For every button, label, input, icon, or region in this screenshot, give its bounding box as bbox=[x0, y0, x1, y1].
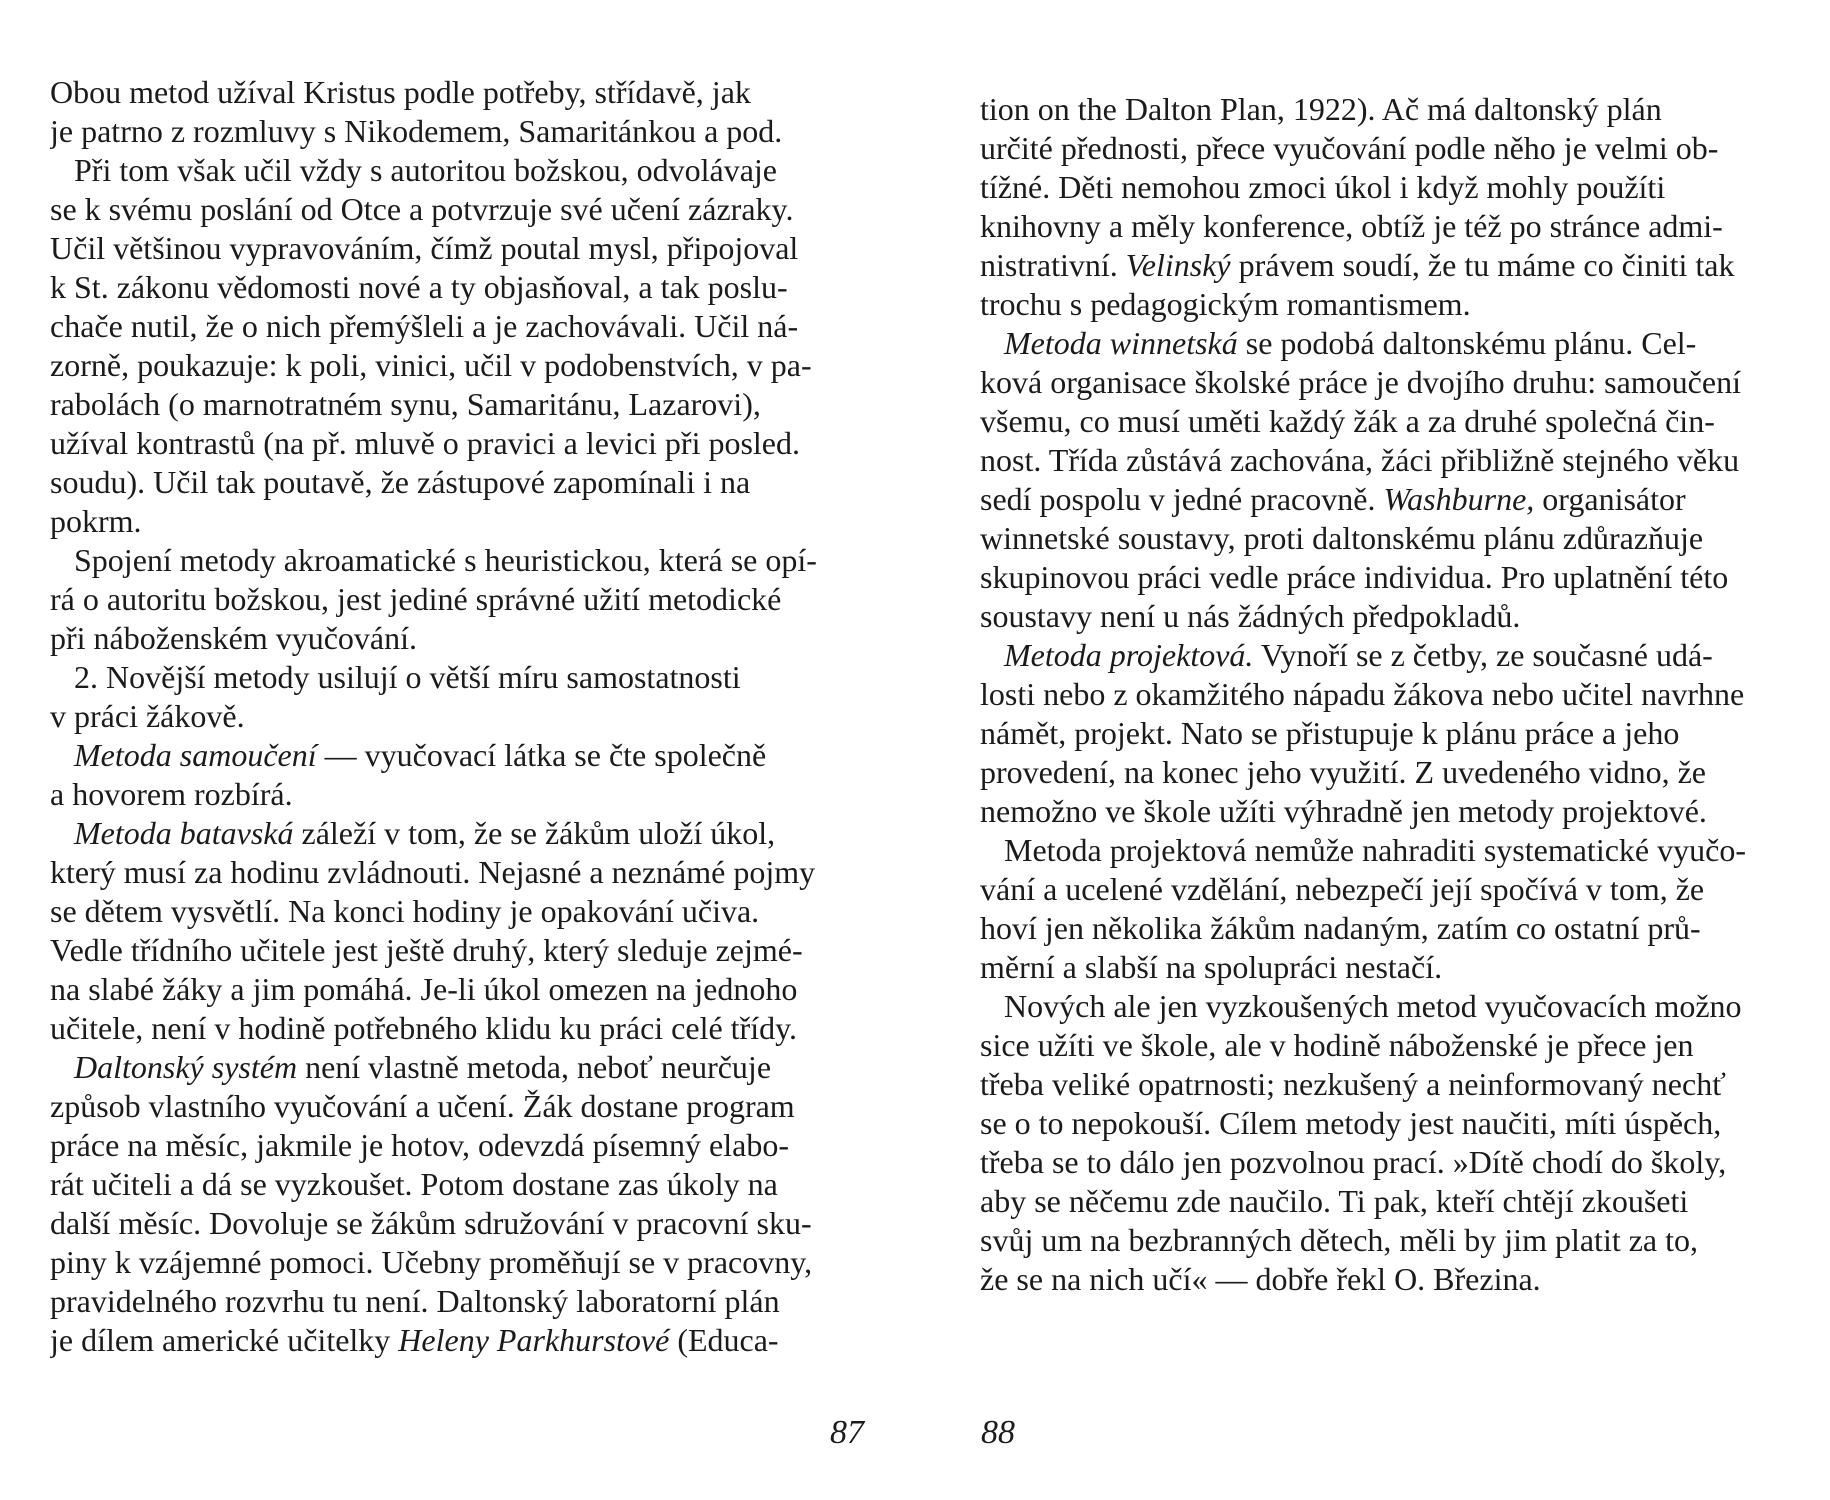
text-line bbox=[980, 480, 1790, 519]
text-line: práce na měsíc, jakmile je hotov, odevzdá písemný elabo- bbox=[50, 1127, 789, 1163]
text-line: měrní a slabší na spolupráci nestačí. bbox=[980, 949, 1443, 985]
text-line: losti nebo z okamžitého nápadu žákova nebo učitel navrhne bbox=[980, 676, 1745, 712]
text-line: určité přednosti, přece vyučování podle něho je velmi ob- bbox=[980, 130, 1719, 166]
text-line bbox=[50, 1048, 860, 1087]
text-span: záleží v tom, že se žákům uloží úkol, bbox=[293, 815, 776, 851]
text-line: tion on the Dalton Plan, 1922). Ač má daltonský plán bbox=[980, 91, 1662, 127]
text-line: Vedle třídního učitele jest ještě druhý, který sleduje zejmé- bbox=[50, 932, 803, 968]
page-number: 87 bbox=[830, 1414, 864, 1451]
text-line: pokrm. bbox=[50, 503, 142, 539]
text-span: není vlastně metoda, neboť neurčuje bbox=[297, 1049, 772, 1085]
text-line: Spojení metody akroamatické s heuristickou, která se opí- bbox=[74, 542, 817, 578]
text-line bbox=[980, 324, 1790, 363]
text-line: Při tom však učil vždy s autoritou božskou, odvolávaje bbox=[74, 152, 777, 188]
text-line: rabolách (o marnotratném synu, Samaritánu, Lazarovi), bbox=[50, 386, 761, 422]
text-line: sice užíti ve škole, ale v hodině náboženské je přece jen bbox=[980, 1027, 1694, 1063]
text-span: (Educa- bbox=[669, 1322, 779, 1358]
text-line: způsob vlastního vyučování a učení. Žák dostane program bbox=[50, 1088, 795, 1124]
text-line: námět, projekt. Nato se přistupuje k plánu práce a jeho bbox=[980, 715, 1680, 751]
text-line: Učil většinou vypravováním, čímž poutal mysl, připojoval bbox=[50, 230, 799, 266]
text-line: nemožno ve škole užíti výhradně jen metody projektové. bbox=[980, 793, 1707, 829]
text-line: třeba veliké opatrnosti; nezkušený a neinformovaný nechť bbox=[980, 1066, 1726, 1102]
left-page-text bbox=[50, 73, 860, 1360]
text-line: se o to nepokouší. Cílem metody jest naučiti, míti úspěch, bbox=[980, 1105, 1722, 1141]
term-italic: Metoda winnetská bbox=[1004, 325, 1238, 361]
text-span: — vyučovací látka se čte společně bbox=[316, 737, 767, 773]
text-line: se k svému poslání od Otce a potvrzuje své učení zázraky. bbox=[50, 191, 794, 227]
text-line: že se na nich učí« — dobře řekl O. Březina. bbox=[980, 1261, 1541, 1297]
text-span: je dílem americké učitelky bbox=[50, 1322, 399, 1358]
name-italic: Velinský bbox=[1125, 247, 1231, 283]
text-line: Metoda projektová nemůže nahraditi systematické vyučo- bbox=[1004, 832, 1746, 868]
text-line: rát učiteli a dá se vyzkoušet. Potom dostane zas úkoly na bbox=[50, 1166, 778, 1202]
text-span: nistrativní. bbox=[980, 247, 1126, 283]
text-line: užíval kontrastů (na př. mluvě o pravici a levici při posled. bbox=[50, 425, 800, 461]
text-line: rá o autoritu božskou, jest jediné správné užití metodické bbox=[50, 581, 782, 617]
text-line: vání a ucelené vzdělání, nebezpečí její spočívá v tom, že bbox=[980, 871, 1705, 907]
text-line: v práci žákově. bbox=[50, 698, 245, 734]
term-italic: Metoda batavská bbox=[74, 815, 294, 851]
text-line bbox=[50, 1321, 860, 1360]
text-span: organisátor bbox=[1534, 481, 1686, 517]
text-line: který musí za hodinu zvládnouti. Nejasné a neznámé pojmy bbox=[50, 854, 816, 890]
text-line: piny k vzájemné pomoci. Učebny proměňují se v pracovny, bbox=[50, 1244, 813, 1280]
text-line: na slabé žáky a jim pomáhá. Je-li úkol omezen na jednoho bbox=[50, 971, 798, 1007]
text-line: třeba se to dálo jen pozvolnou prací. »Dítě chodí do školy, bbox=[980, 1144, 1727, 1180]
text-line: trochu s pedagogickým romantismem. bbox=[980, 286, 1471, 322]
text-line: učitele, není v hodině potřebného klidu ku práci celé třídy. bbox=[50, 1010, 798, 1046]
text-line: další měsíc. Dovoluje se žákům sdružování v pracovní sku- bbox=[50, 1205, 812, 1241]
text-line: Obou metod užíval Kristus podle potřeby, střídavě, jak bbox=[50, 74, 751, 110]
text-line: všemu, co musí uměti každý žák a za druhé společná čin- bbox=[980, 403, 1715, 439]
text-line: winnetské soustavy, proti daltonskému plánu zdůrazňuje bbox=[980, 520, 1704, 556]
text-line bbox=[50, 814, 860, 853]
term-italic: Metoda projektová. bbox=[1004, 637, 1254, 673]
right-page bbox=[915, 0, 1830, 1500]
text-line: k St. zákonu vědomosti nové a ty objasňoval, a tak poslu- bbox=[50, 269, 788, 305]
right-page-text bbox=[980, 90, 1790, 1299]
text-line: svůj um na bezbranných dětech, měli by jim platit za to, bbox=[980, 1222, 1699, 1258]
name-italic: Heleny Parkhurstové bbox=[398, 1322, 670, 1358]
text-line bbox=[980, 636, 1790, 675]
text-span: Vynoří se z četby, ze současné udá- bbox=[1253, 637, 1713, 673]
text-line: skupinovou práci vedle práce individua. Pro uplatnění této bbox=[980, 559, 1729, 595]
text-line: soustavy není u nás žádných předpokladů. bbox=[980, 598, 1521, 634]
text-line: nost. Třída zůstává zachována, žáci přibližně stejného věku bbox=[980, 442, 1740, 478]
text-line: 2. Novější metody usilují o větší míru samostatnosti bbox=[74, 659, 741, 695]
text-line: soudu). Učil tak poutavě, že zástupové zapomínali i na bbox=[50, 464, 751, 500]
text-line: při náboženském vyučování. bbox=[50, 620, 417, 656]
text-line: hoví jen několika žákům nadaným, zatím co ostatní prů- bbox=[980, 910, 1701, 946]
text-line bbox=[50, 736, 860, 775]
text-line: knihovny a měly konference, obtíž je též po stránce admi- bbox=[980, 208, 1723, 244]
text-line: chače nutil, že o nich přemýšleli a je zachovávali. Učil ná- bbox=[50, 308, 799, 344]
text-line: a hovorem rozbírá. bbox=[50, 776, 293, 812]
text-line: je patrno z rozmluvy s Nikodemem, Samaritánkou a pod. bbox=[50, 113, 783, 149]
text-span: sedí pospolu v jedné pracovně. bbox=[980, 481, 1384, 517]
term-italic: Daltonský systém bbox=[74, 1049, 298, 1085]
text-line bbox=[980, 246, 1790, 285]
text-line: pravidelného rozvrhu tu není. Daltonský laboratorní plán bbox=[50, 1283, 780, 1319]
term-italic: Metoda samoučení bbox=[74, 737, 317, 773]
text-line: ková organisace školské práce je dvojího druhu: samoučení bbox=[980, 364, 1741, 400]
text-line: zorně, poukazuje: k poli, vinici, učil v podobenstvích, v pa- bbox=[50, 347, 812, 383]
text-line: Nových ale jen vyzkoušených metod vyučovacích možno bbox=[1004, 988, 1742, 1024]
page-number: 88 bbox=[981, 1414, 1015, 1451]
text-span: právem soudí, že tu máme co činiti tak bbox=[1230, 247, 1735, 283]
text-span: se podobá daltonskému plánu. Cel- bbox=[1237, 325, 1697, 361]
name-italic: Washburne, bbox=[1383, 481, 1535, 517]
text-line: provedení, na konec jeho využití. Z uvedeného vidno, že bbox=[980, 754, 1706, 790]
text-line: se dětem vysvětlí. Na konci hodiny je opakování učiva. bbox=[50, 893, 760, 929]
text-line: aby se něčemu zde naučilo. Ti pak, kteří chtějí zkoušeti bbox=[980, 1183, 1689, 1219]
text-line: tížné. Děti nemohou zmoci úkol i když mohly použíti bbox=[980, 169, 1666, 205]
